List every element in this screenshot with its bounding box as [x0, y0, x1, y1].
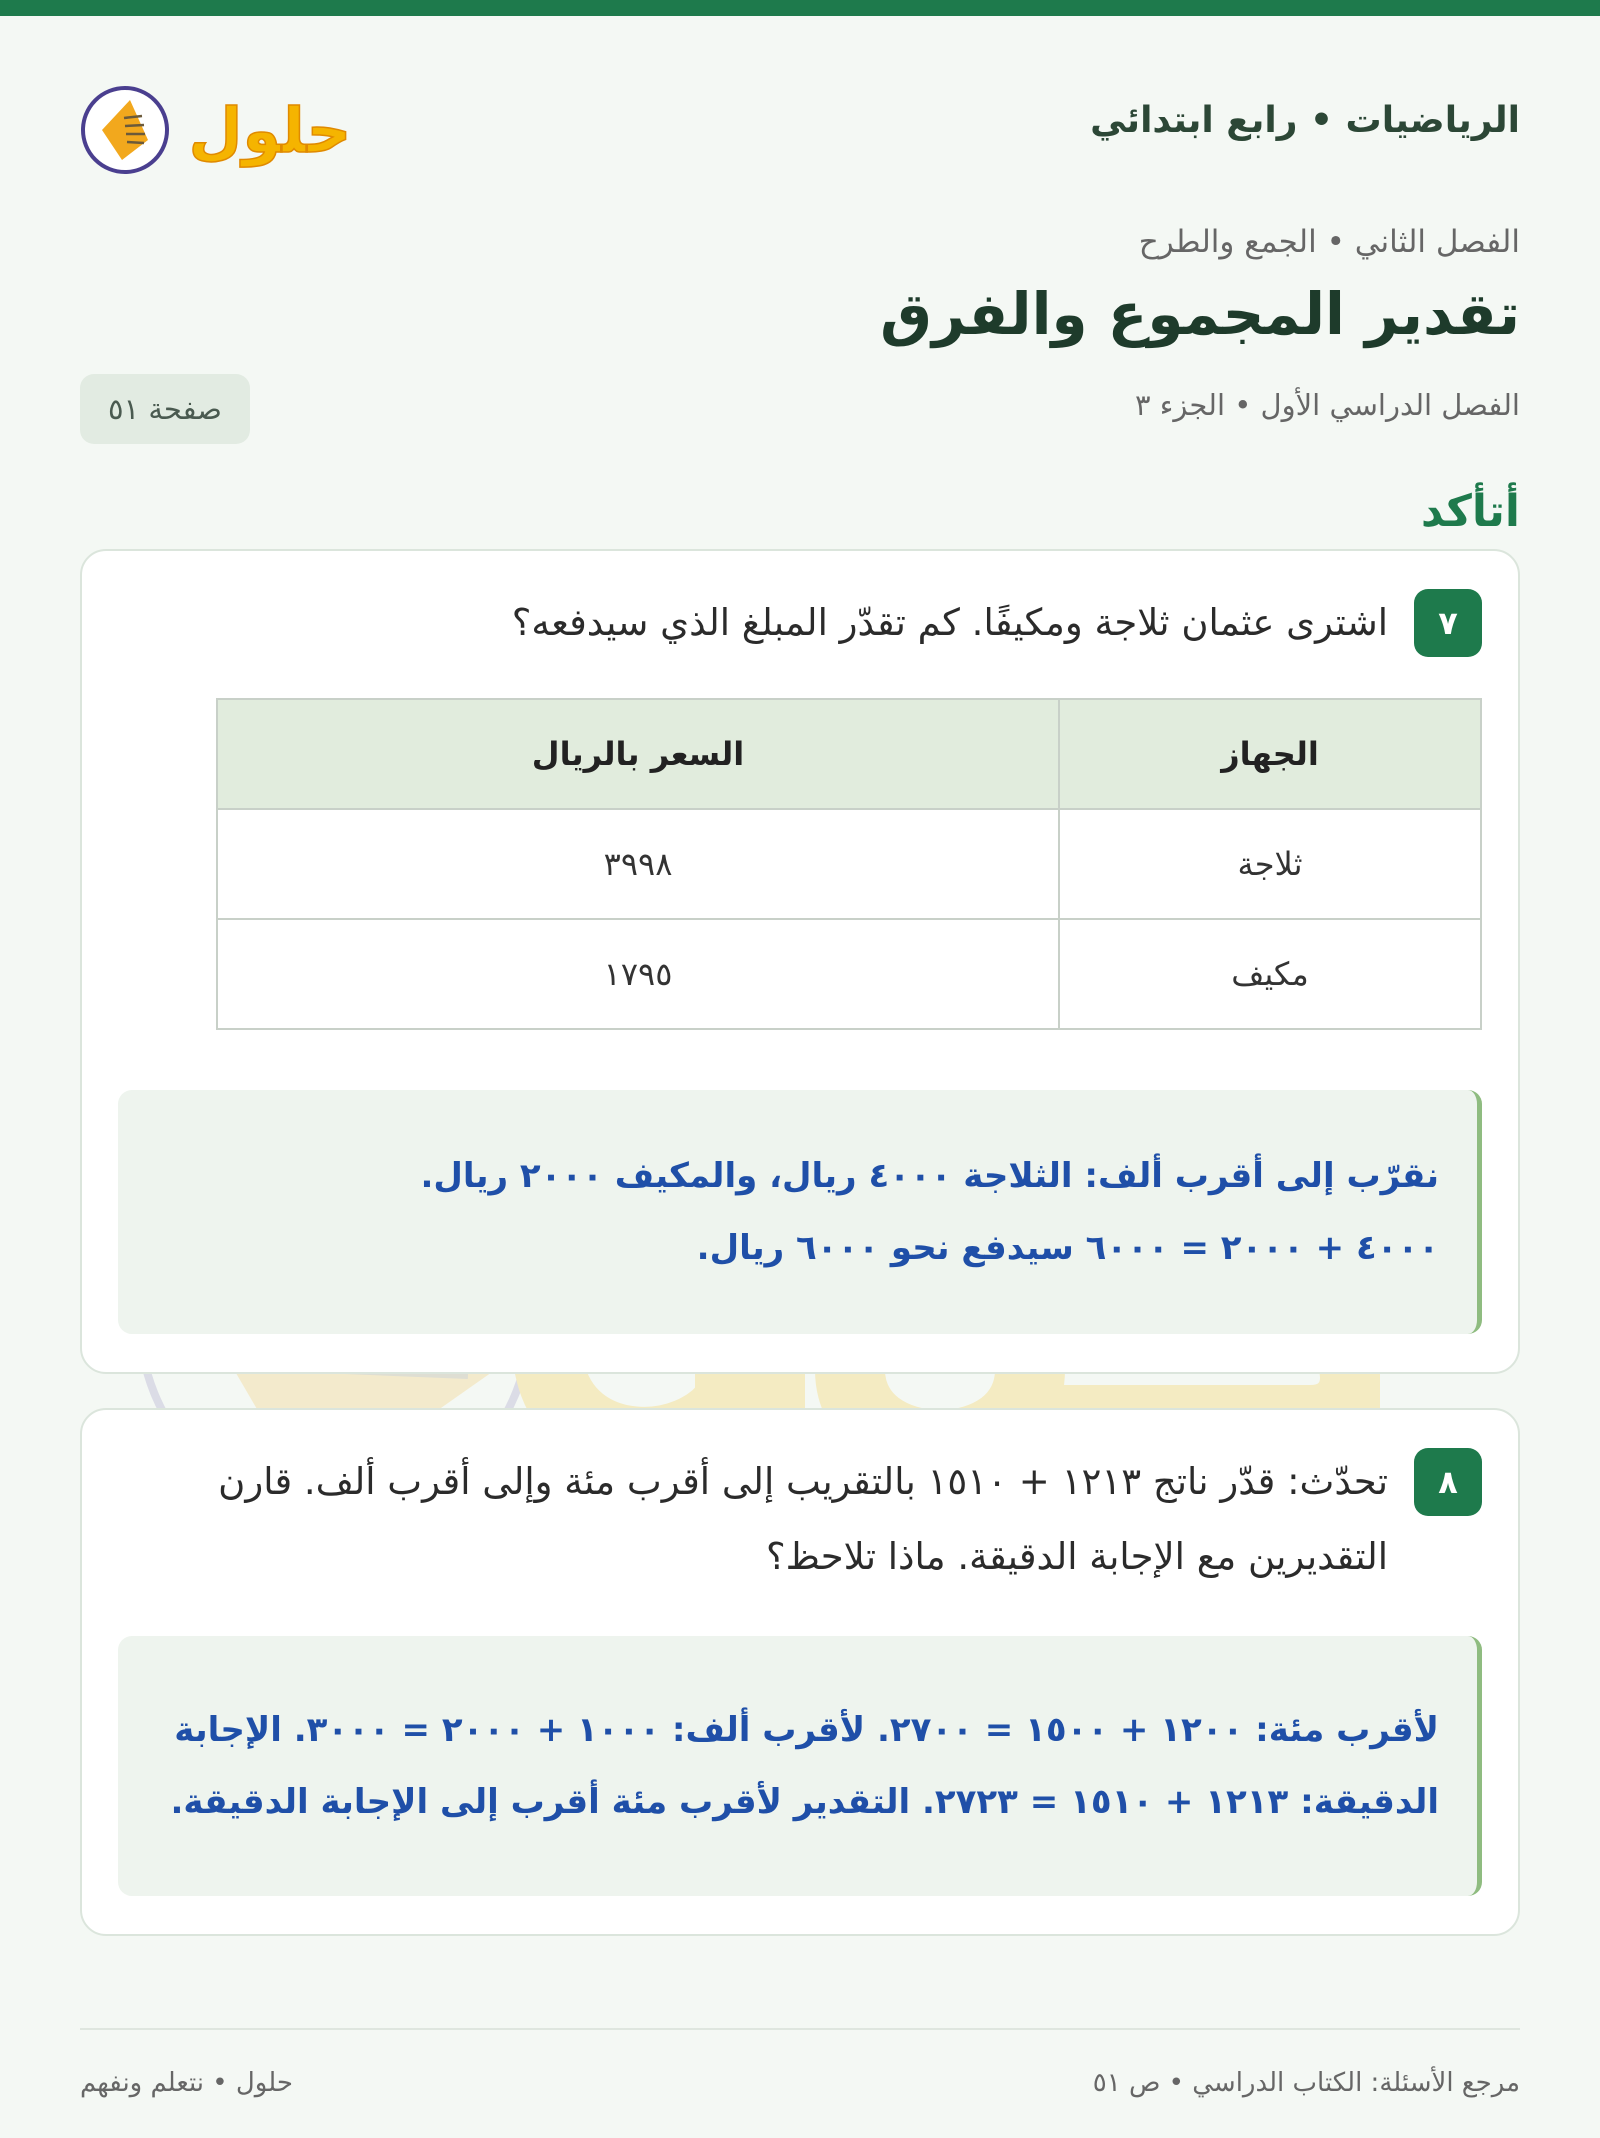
price-table [216, 698, 1482, 1030]
chapter-label: الفصل الثاني • الجمع والطرح [1138, 224, 1520, 260]
table-cell: ٣٩٩٨ [217, 809, 1059, 919]
logo-wordmark: حلول [188, 94, 352, 167]
lesson-title: تقدير المجموع والفرق [880, 280, 1520, 348]
question-card [80, 549, 1520, 1374]
section-title: أتأكد [1420, 486, 1520, 537]
answer-line: نقرّب إلى أقرب ألف: الثلاجة ٤٠٠٠ ريال، والمكيف ٢٠٠٠ ريال. [420, 1156, 1439, 1196]
subject-grade-label: الرياضيات • رابع ابتدائي [1090, 100, 1520, 141]
page-header [80, 0, 1520, 210]
hulul-logo[interactable] [80, 70, 360, 180]
table-header-row [217, 699, 1481, 809]
answer-line: ٤٠٠٠ + ٢٠٠٠ = ٦٠٠٠ سيدفع نحو ٦٠٠٠ ريال. [696, 1228, 1439, 1268]
page-number-badge: صفحة ٥١ [80, 374, 250, 444]
term-label: الفصل الدراسي الأول • الجزء ٣ [1134, 388, 1520, 422]
question-row [118, 589, 1482, 660]
table-header-cell: السعر بالريال [217, 699, 1059, 809]
lesson-meta-row [80, 374, 1520, 446]
question-card [80, 1408, 1520, 1936]
answer-box [118, 1090, 1482, 1334]
table-cell: ١٧٩٥ [217, 919, 1059, 1029]
answer-box [118, 1636, 1482, 1896]
question-row [118, 1448, 1482, 1594]
footer-brand: حلول • نتعلم ونفهم [80, 2068, 293, 2098]
question-text: تحدّث: قدّر ناتج ١٢١٣ + ١٥١٠ بالتقريب إلى أقرب مئة وإلى أقرب ألف. قارن التقديرين مع الإجابة الدقيقة. ماذا تلاحظ؟ [218, 1460, 1388, 1578]
table-cell: ثلاجة [1059, 809, 1481, 919]
table-header-cell: الجهاز [1059, 699, 1481, 809]
question-text: اشترى عثمان ثلاجة ومكيفًا. كم تقدّر المبلغ الذي سيدفعه؟ [511, 601, 1388, 644]
question-number-badge: ٧ [1414, 589, 1482, 657]
answer-text: لأقرب مئة: ١٢٠٠ + ١٥٠٠ = ٢٧٠٠. لأقرب ألف: ١٠٠٠ + ٢٠٠٠ = ٣٠٠٠. الإجابة الدقيقة: ١٢١٣ + ١٥١٠ = ٢٧٢٣. التقدير لأقرب مئة أقرب إلى الإجابة الدقيقة. [170, 1710, 1439, 1822]
question-number-badge: ٨ [1414, 1448, 1482, 1516]
table-cell: مكيف [1059, 919, 1481, 1029]
footer-reference: مرجع الأسئلة: الكتاب الدراسي • ص ٥١ [1092, 2068, 1520, 2098]
table-row [217, 809, 1481, 919]
page-footer [80, 2028, 1520, 2098]
table-row [217, 919, 1481, 1029]
